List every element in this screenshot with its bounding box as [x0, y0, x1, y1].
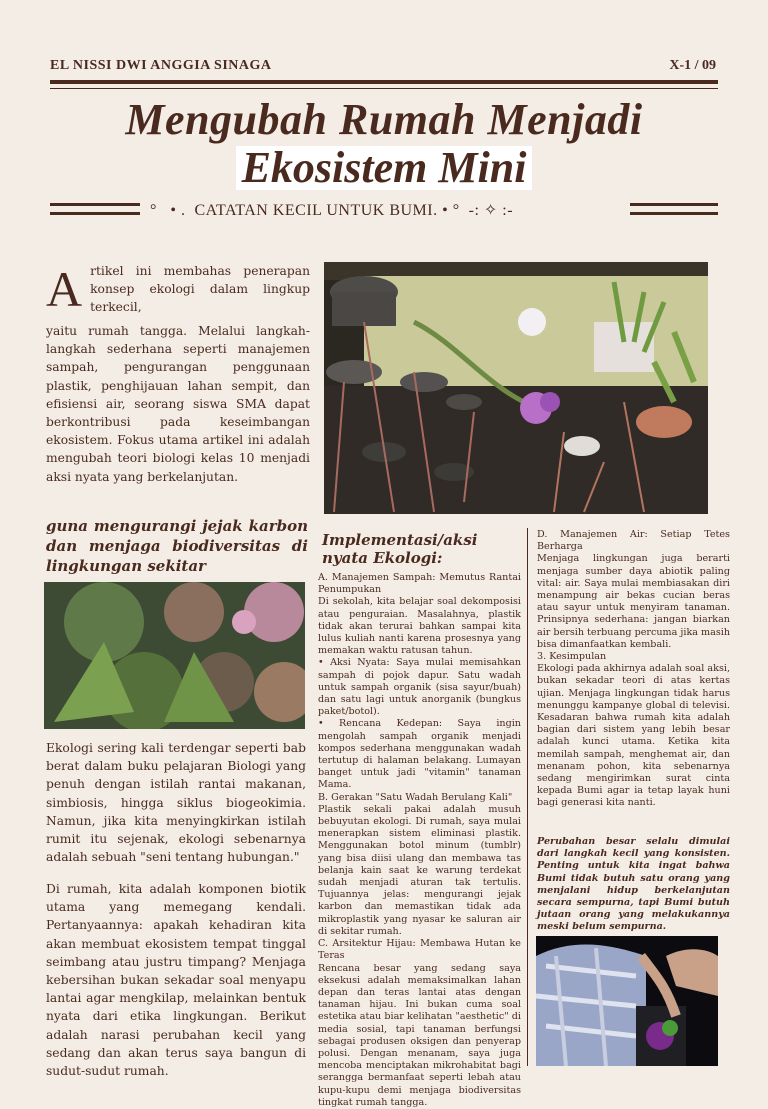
tagline-rule-left-2 [50, 212, 140, 215]
right-column-text: D. Manajemen Air: Setiap Tetes Berharga Menjaga lingkungan juga berarti menjaga sumber daya abiotik paling vital: air. Saya mulai membiasakan diri menampung air bekas cucian beras atau sayur untuk menyiram tanaman. Prinsipnya sederhana: jangan biarkan air bersih terbuang percuma jika masih bisa dimanfaatkan kembali. 3. Kesimpulan Ekologi pada akhirnya adalah soal aksi, bukan sekadar teori di atas kertas ujian. Menjaga lingkungan tidak harus menunggu kampanye global di televisi. Kesadaran bahwa rumah kita adalah bagian dari sistem yang lebih besar adalah kunci utama. Ketika kita memilah sampah, menghemat air, dan menanam pohon, kita sebenarnya sedang mengirimkan surat cinta kepada Bumi agar ia tetap layak huni bagi generasi kita nanti. [537, 529, 731, 809]
tagline-rule-right-2 [630, 212, 718, 215]
tagline-rule-left [50, 203, 140, 206]
intro-text-a: rtikel ini membahas penerapan konsep ekologi dalam lingkup terkecil, [90, 264, 310, 315]
header-rule-thick [50, 80, 718, 84]
implementation-text: A. Manajemen Sampah: Memutus Rantai Penumpukan Di sekolah, kita belajar soal dekomposisi atau penguraian. Masalahnya, plastik tidak akan terurai bahkan sampai kita lulus kuliah nanti karena prosesnya yang memakan waktu ratusan tahun. • Aksi Nyata: Saya mulai memisahkan sampah di pojok dapur. Satu wadah untuk sampah organik (sisa sayur/buah) dan satu lagi untuk anorganik (bungkus paket/botol). • Rencana Kedepan: Saya ingin mengolah sampah organik menjadi kompos sederhana menggunakan wadah tertutup di halaman belakang. Lumayan banget untuk jadi "vitamin" tanaman Mama. B. Gerakan "Satu Wadah Berulang Kali" Plastik sekali pakai adalah musuh bebuyutan ekologi. Di rumah, saya mulai menerapkan sistem eliminasi plastik. Menggunakan botol minum (tumblr) yang bisa diisi ulang dan membawa tas belanja kain saat ke warung terdekat sudah menjadi aturan tak tertulis. Tujuannya jelas: mengurangi jejak karbon dan memastikan tidak ada mikroplastik yang nyasar ke saluran air di sekitar rumah. C. Arsitektur Hijau: Membawa Hutan ke Teras Rencana besar yang sedang saya eksekusi adalah memaksimalkan lahan depan dan teras lantai atas dengan tanaman hijau. Ini bukan cuma soal estetika atau biar kelihatan "aesthetic" di media sosial, tapi tanaman berfungsi sebagai produsen oksigen dan penyerap polusi. Dengan menanam, saya juga mencoba menciptakan mikrohabitat bagi serangga bermanfaat seperti lebah atau kupu-kupu demi menjaga biodiversitas tingkat rumah tangga. [318, 572, 521, 1108]
column-divider [527, 528, 528, 1066]
section-heading: Implementasi/aksi nyata Ekologi: [322, 531, 478, 567]
author-name: EL NISSI DWI ANGGIA SINAGA [50, 58, 272, 73]
photo-reusable-bag [536, 936, 718, 1066]
closing-statement: Perubahan besar selalu dimulai dari langkah kecil yang konsisten. Penting untuk kita ingat bahwa Bumi tidak butuh satu orang yang menjalani hidup berkelanjutan secara sempurna, tapi Bumi butuh jutaan orang yang melakukannya meski belum sempurna. [537, 836, 730, 933]
title-line-1: Mengubah Rumah Menjadi [125, 95, 643, 144]
pull-quote: guna mengurangi jejak karbon dan menjaga biodiversitas di lingkungan sekitar [46, 517, 308, 575]
title-line-2: Ekosistem Mini [236, 146, 532, 190]
issue-number: X-1 / 09 [669, 58, 716, 73]
tagline-rule-right [630, 203, 718, 206]
photo-reusable-bag-graphic [536, 936, 718, 1066]
body-paragraph-1: Ekologi sering kali terdengar seperti bab berat dalam buku pelajaran Biologi yang penuh dengan istilah rantai makanan, simbiosis, hingga siklus biogeokimia. Namun, jika kita menyingkirkan istilah rumit itu sejenak, ekologi sebenarnya adalah sebuah "seni tentang hubungan." [46, 741, 306, 865]
header-rule-thin [50, 88, 718, 89]
tagline: ° • . CATATAN KECIL UNTUK BUMI. • ° -: ✧ :- [150, 202, 514, 219]
intro-paragraph [46, 262, 310, 317]
drop-cap: A [46, 261, 83, 317]
photo-plant-stand [324, 262, 708, 514]
body-paragraph-2: Di rumah, kita adalah komponen biotik utama yang memegang kendali. Pertanyaannya: apakah kehadiran kita akan membuat ekosistem tempat tinggal seimbang atau justru timpang? Menjaga kebersihan bukan sekadar soal menyapu lantai agar mengkilap, melainkan bentuk nyata dari etika lingkungan. Berikut adalah narasi perubahan kecil yang sedang dan akan terus saya bangun di sudut-sudut rumah. [46, 882, 306, 1079]
photo-plants-closeup [44, 582, 305, 729]
intro-text-b: yaitu rumah tangga. Melalui langkah-langkah sederhana seperti manajemen sampah, pengurangan penggunaan plastik, penghijauan lahan sempit, dan efisiensi air, seorang siswa SMA dapat berkontribusi pada keseimbangan ekosistem. Fokus utama artikel ini adalah mengubah teori biologi kelas 10 menjadi aksi nyata yang berkelanjutan. [46, 324, 310, 484]
photo-plants-closeup-graphic [44, 582, 305, 729]
photo-plant-stand-graphic [324, 262, 708, 514]
